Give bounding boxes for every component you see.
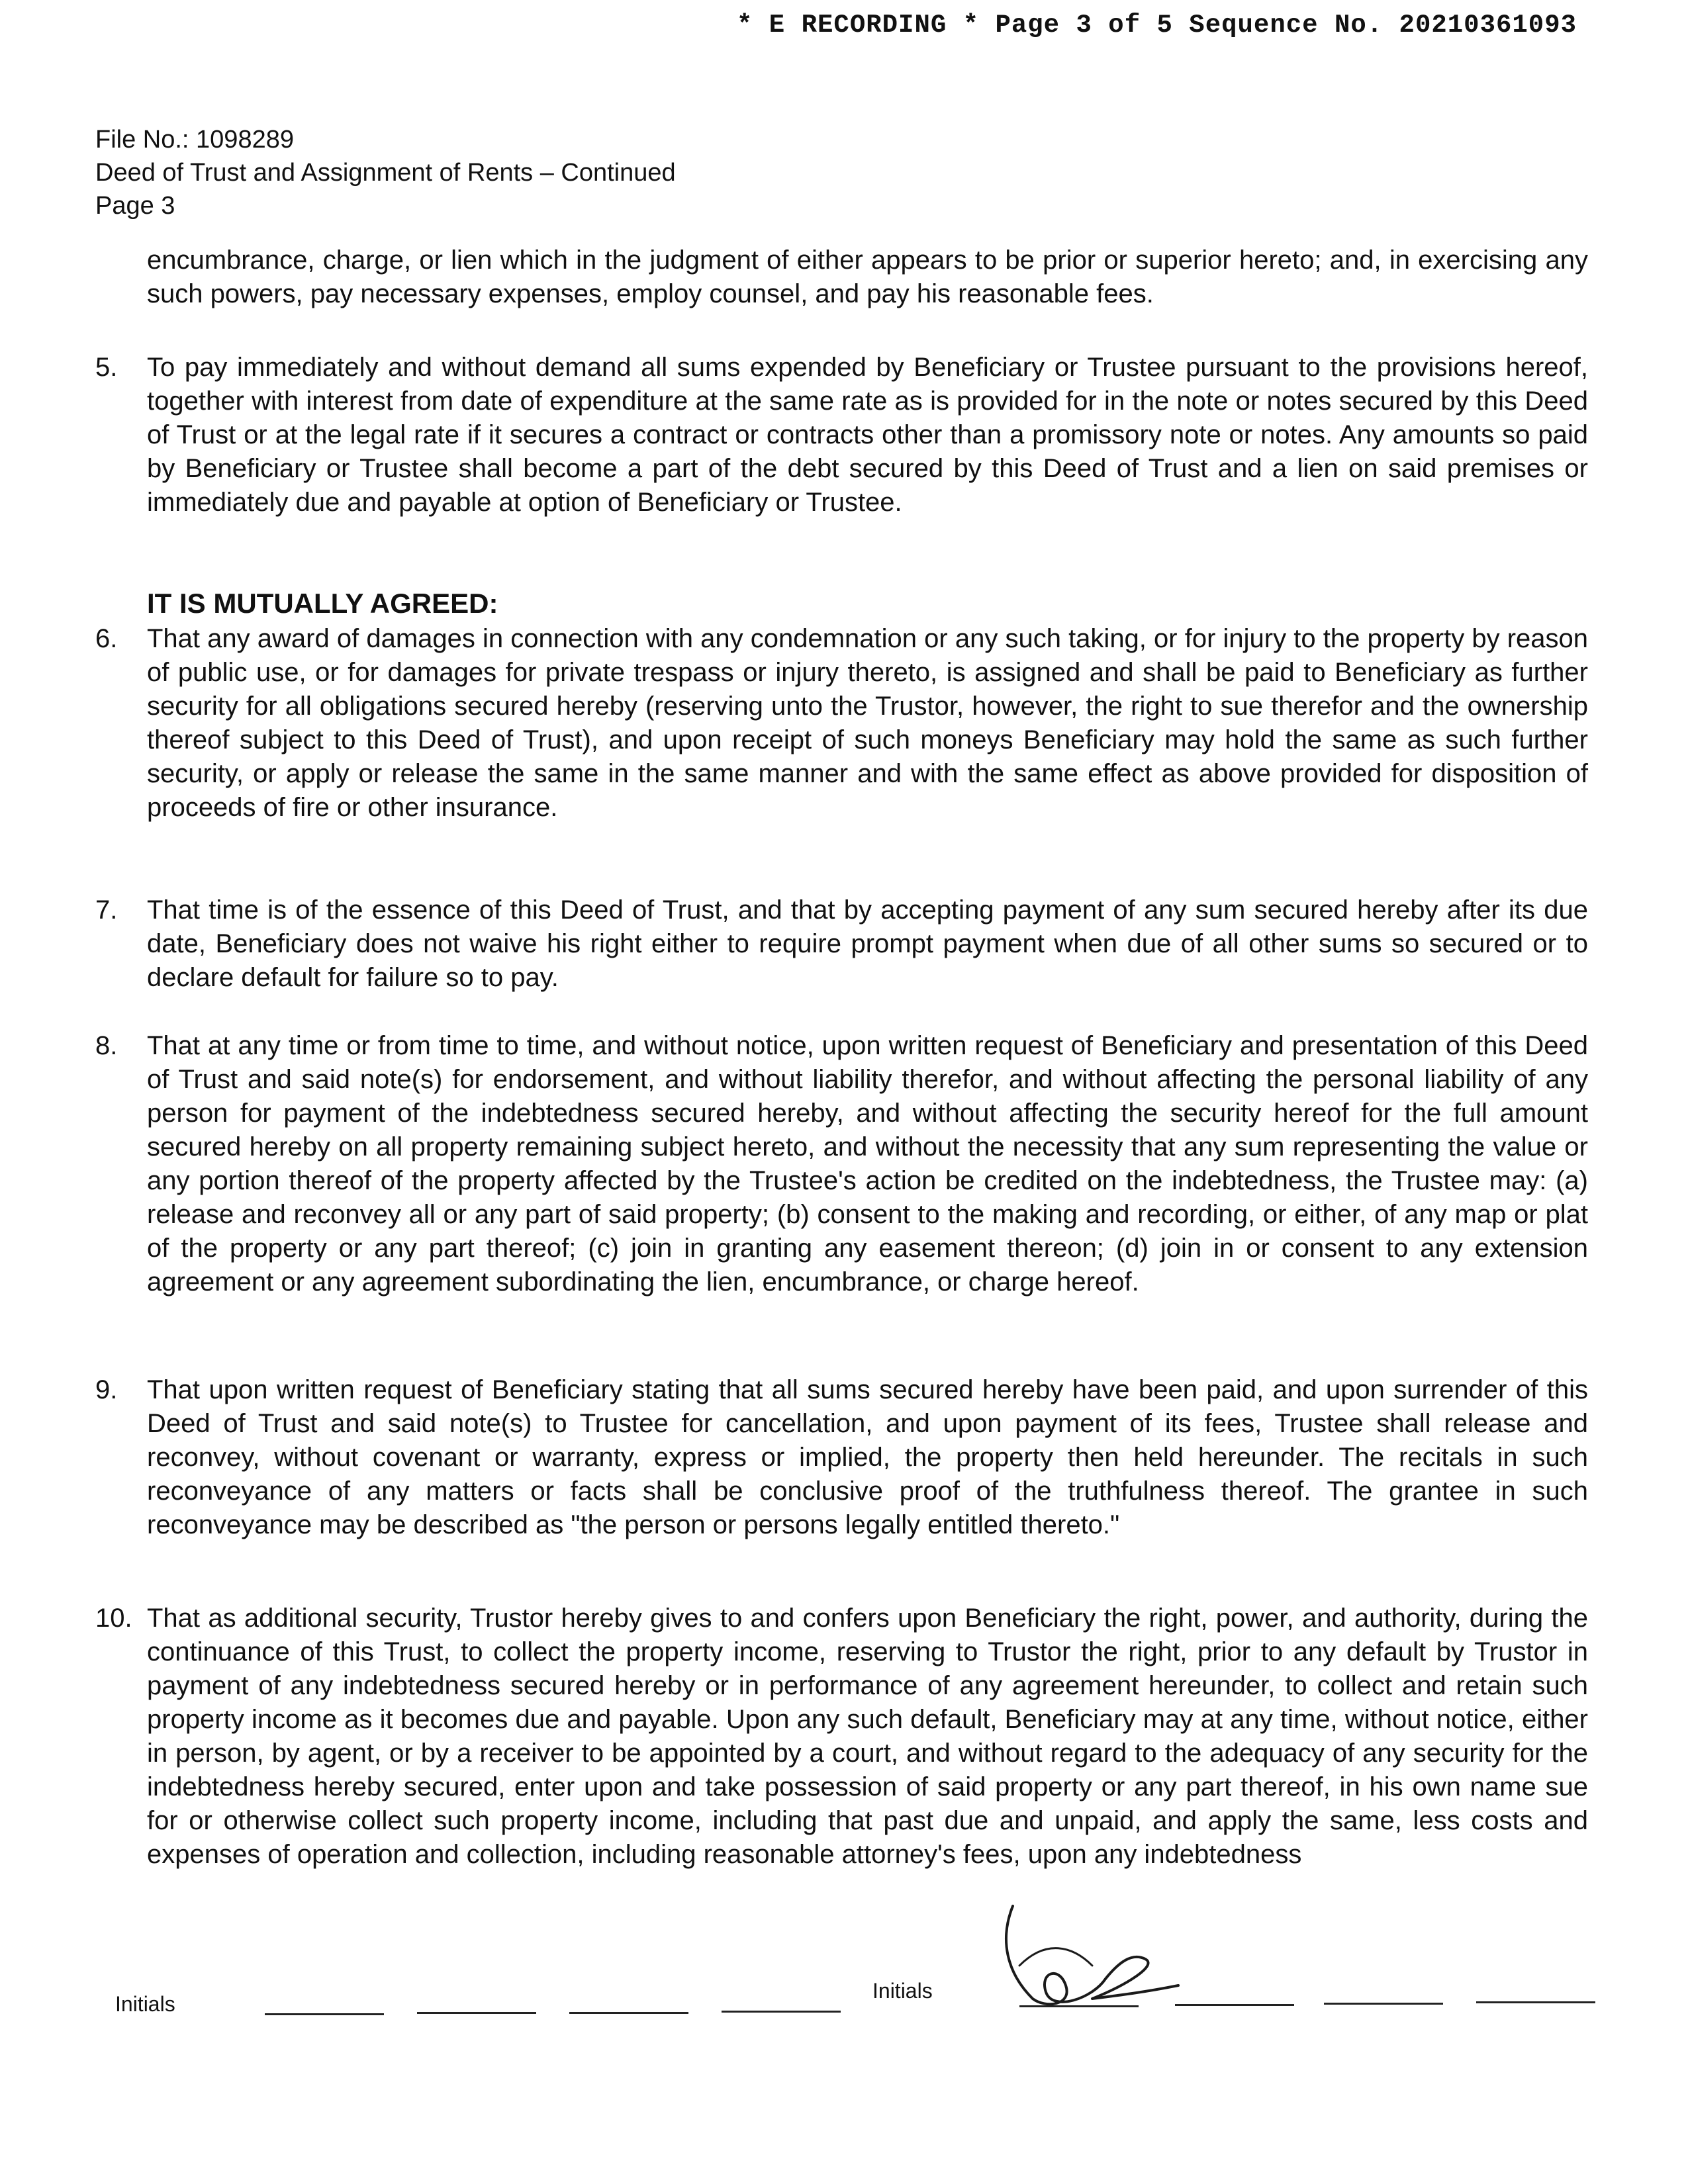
- mutually-agreed-heading: IT IS MUTUALLY AGREED:: [147, 588, 498, 619]
- clause-number: 6.: [95, 624, 118, 653]
- initials-line: [722, 2011, 841, 2013]
- clause-5: [95, 351, 1588, 520]
- clause-10: [95, 1602, 1588, 1872]
- clause-7: [95, 893, 1588, 995]
- initials-line: [569, 2012, 688, 2014]
- clause-number: 7.: [95, 895, 118, 925]
- clause-number: 5.: [95, 353, 118, 382]
- continuation-paragraph: encumbrance, charge, or lien which in the judgment of either appears to be prior or superior hereto; and, in exercising any such powers, pay necessary expenses, employ counsel, and pay his reasonable fees.: [147, 246, 1588, 308]
- page-number: Page 3: [95, 192, 175, 220]
- initials-right-label: Initials: [872, 1979, 933, 2003]
- clause-text: That any award of damages in connection with any condemnation or any such taking, or for injury to the property by reason of public use, or for damages for private trespass or injury thereto, is assigned and shall be paid to Beneficiary as further security for all obligations secured hereby (reserving unto the Trustor, however, the right to sue therefor and the ownership thereof subject to this Deed of Trust), and upon receipt of such moneys Beneficiary may hold the same as such further security, or apply or release the same in the same manner and with the same effect as above provided for disposition of proceeds of fire or other insurance.: [147, 624, 1588, 822]
- initials-line: [1324, 2003, 1443, 2005]
- handwritten-initials-signature: [993, 1899, 1192, 2019]
- clause-number: 9.: [95, 1375, 118, 1404]
- clause-text: To pay immediately and without demand all sums expended by Beneficiary or Trustee pursuant to the provisions hereof, together with interest from date of expenditure at the same rate as is provided for in the note or notes secured by this Deed of Trust or at the legal rate if it secures a contract or contracts other than a promissory note or notes. Any amounts so paid by Beneficiary or Trustee shall become a part of the debt secured by this Deed of Trust and a lien on said premises or immediately due and payable at option of Beneficiary or Trustee.: [147, 353, 1588, 517]
- clause-number: 8.: [95, 1031, 118, 1060]
- initials-line: [1175, 2004, 1294, 2006]
- clause-8: [95, 1029, 1588, 1299]
- clause-text: That at any time or from time to time, and without notice, upon written request of Beneficiary and presentation of this Deed of Trust and said note(s) for endorsement, and without liability therefor, and without affecting the personal liability of any person for payment of the indebtedness secured hereby, and without affecting the security hereof for the full amount secured hereby on all property remaining subject hereto, and without the necessity that any sum representing the value or any portion thereof of the property affected by the Trustee's action be credited on the indebtedness, the Trustee may: (a) release and reconvey all or any part of said property; (b) consent to the making and recording, or either, of any map or plat of the property or any part thereof; (c) join in granting any easement thereon; (d) join in or consent to any extension agreement or any agreement subordinating the lien, encumbrance, or charge hereof.: [147, 1031, 1588, 1297]
- clause-text: That upon written request of Beneficiary stating that all sums secured hereby have been paid, and upon surrender of this Deed of Trust and said note(s) to Trustee for cancellation, and upon payment of its fees, Trustee shall release and reconvey, without covenant or warranty, express or implied, the property then held hereunder. The recitals in such reconveyance of any matters or facts shall be conclusive proof of the truthfulness thereof. The grantee in such reconveyance may be described as "the person or persons legally entitled thereto.": [147, 1375, 1588, 1539]
- clause-number: 10.: [95, 1604, 132, 1633]
- recording-stamp: * E RECORDING * Page 3 of 5 Sequence No. 20210361093: [737, 11, 1577, 40]
- clause-9: [95, 1373, 1588, 1542]
- initials-left-label: Initials: [115, 1992, 175, 2016]
- clause-text: That time is of the essence of this Deed of Trust, and that by accepting payment of any sum secured hereby after its due date, Beneficiary does not waive his right either to require prompt payment when due of all other sums so secured or to declare default for failure so to pay.: [147, 895, 1588, 992]
- file-number: File No.: 1098289: [95, 126, 294, 154]
- initials-line: [265, 2013, 384, 2015]
- document-header: [95, 123, 676, 222]
- document-title: Deed of Trust and Assignment of Rents – Continued: [95, 159, 676, 187]
- clause-6: [95, 622, 1588, 825]
- initials-line: [417, 2012, 536, 2014]
- clause-text: That as additional security, Trustor hereby gives to and confers upon Beneficiary the right, power, and authority, during the continuance of this Trust, to collect the property income, reserving to Trustor the right, prior to any default by Trustor in payment of any indebtedness secured hereby or in performance of any agreement hereunder, to collect and retain such property income as it becomes due and payable. Upon any such default, Beneficiary may at any time, without notice, either in person, by agent, or by a receiver to be appointed by a court, and without regard to the adequacy of any security for the indebtedness hereby secured, enter upon and take possession of said property or any part thereof, in his own name sue for or otherwise collect such property income, including that past due and unpaid, and apply the same, less costs and expenses of operation and collection, including reasonable attorney's fees, upon any indebtedness: [147, 1604, 1588, 1869]
- initials-line: [1476, 2001, 1595, 2003]
